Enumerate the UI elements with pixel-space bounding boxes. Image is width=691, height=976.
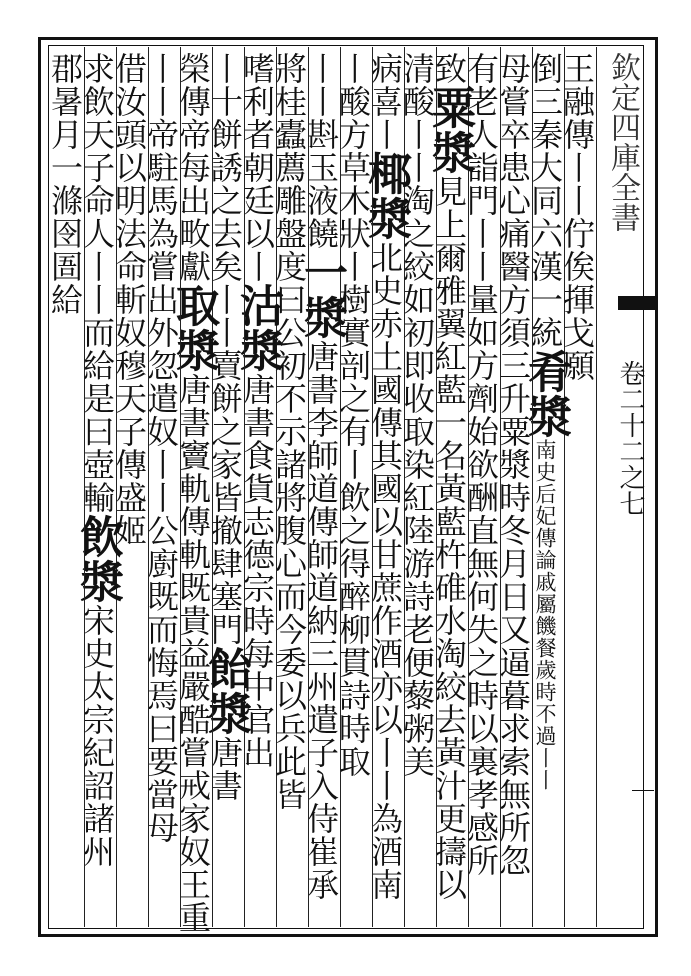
- text-run: 唐書食貨志德宗時每中官出: [238, 373, 276, 769]
- text-run: 見上爾雅翼紅藍一名黃藍杵碓水淘絞去黃汁更擣以: [430, 175, 468, 901]
- column-rule: [116, 47, 117, 927]
- text-run: 所: [462, 844, 500, 877]
- entry-heading: 取漿: [168, 283, 219, 373]
- column-rule: [212, 47, 213, 927]
- column-rule: [532, 47, 533, 927]
- text-run: 丨酸: [334, 52, 372, 118]
- entry-heading: 飴漿: [200, 646, 251, 736]
- text-run: 郡暑月一滌囹圄給: [46, 52, 84, 316]
- text-run: 忽: [494, 844, 532, 877]
- text-run: 借汝頭以明法命斬奴穆天子傳盛姬: [110, 52, 148, 547]
- entry-heading: 飲漿: [72, 514, 123, 604]
- entry-heading: 沽漿: [232, 283, 283, 373]
- text-run: 王重: [174, 868, 212, 934]
- text-column: [462, 52, 500, 922]
- column-rule: [180, 47, 181, 927]
- text-run: 榮傳帝每出畋獻: [174, 52, 212, 283]
- text-column: [270, 52, 308, 922]
- text-run: 求飲天子命人丨丨而給是曰壺輸: [78, 52, 116, 514]
- text-column: [200, 52, 251, 922]
- text-column: [168, 52, 219, 934]
- text-run: 丨丨賣餅之家皆撤肆塞門: [206, 283, 244, 646]
- text-column: [142, 52, 180, 922]
- text-run: 母嘗卒患心痛醫方須三升粟漿時冬月日又逼暮求索無所: [494, 52, 532, 844]
- entry-heading: 肴漿: [520, 349, 571, 439]
- text-column: [520, 52, 571, 922]
- text-run: 病喜丨: [366, 52, 404, 151]
- column-rule: [340, 47, 341, 927]
- text-run: 丨十餅誘之去矣: [206, 52, 244, 283]
- column-rule: [148, 47, 149, 927]
- text-run: 方草木狀丨樹實剖之有丨飲之得醉柳貫詩時取: [334, 118, 372, 778]
- column-rule: [564, 47, 565, 927]
- text-column: [296, 52, 347, 922]
- text-run: 嗜利者朝廷以丨: [238, 52, 276, 283]
- text-run: 唐書竇軌傳軌既貴益嚴酷嘗戒家奴: [174, 373, 212, 868]
- text-column: [46, 52, 84, 922]
- column-rule: [308, 47, 309, 927]
- column-rule: [500, 47, 501, 927]
- text-run: 丨丨帝駐馬為嘗: [142, 52, 180, 283]
- text-run: 唐書: [206, 736, 244, 802]
- book-title: 欽定四庫全書: [605, 52, 640, 232]
- text-run: 唐書李師道傳師道納三州遣子入侍崔承: [302, 340, 340, 901]
- text-run: 倒三秦大同六漢一統: [526, 52, 564, 349]
- text-run: 致: [430, 52, 468, 85]
- column-rule: [372, 47, 373, 927]
- text-run: 丨丨斟玉液饒: [302, 52, 340, 250]
- column-rule: [84, 47, 85, 927]
- fishtail-mark: [618, 296, 658, 310]
- entry-heading: 椰漿: [360, 151, 411, 241]
- column-rule: [468, 47, 469, 927]
- entry-heading: 一漿: [296, 250, 347, 340]
- text-run: 南史后妃傳論戚屬饑餐歲時不過丨丨: [533, 439, 557, 791]
- text-column: [110, 52, 148, 922]
- text-run: 有老人詣門丨丨量如方劑始欲酬直無何失之時以裏孝感: [462, 52, 500, 844]
- text-run: 王融傳丨丨佇俟揮戈願: [558, 52, 596, 382]
- text-run: 清酸丨丨淘之絞如初即收取染紅陸游詩老便藜粥美: [398, 52, 436, 778]
- column-rule: [436, 47, 437, 927]
- text-run: 母: [142, 811, 180, 844]
- text-run: 出外忽遣奴丨丨公廚既而悔焉曰要當: [142, 283, 180, 811]
- text-column: [72, 52, 123, 922]
- text-column: [232, 52, 283, 922]
- column-rule: [596, 47, 597, 927]
- text-column: [334, 52, 372, 922]
- column-rule: [244, 47, 245, 927]
- text-column: [360, 52, 411, 922]
- column-rule: [276, 47, 277, 927]
- entry-heading: 粟漿: [424, 85, 475, 175]
- text-column: [424, 52, 475, 922]
- text-run: 宋史太宗紀詔諸州: [78, 604, 116, 868]
- text-run: 北史赤土國傳其國以甘蔗作酒亦以丨丨為酒南: [366, 241, 404, 901]
- text-column: [558, 52, 596, 922]
- volume-label: 卷二十二之七: [615, 360, 645, 516]
- text-run: 度曰公初不示諸將腹心而今委以兵此皆: [270, 250, 308, 811]
- text-column: [494, 52, 532, 922]
- margin-mark: [632, 790, 654, 791]
- text-run: 將桂蠹薦雕盤: [270, 52, 308, 250]
